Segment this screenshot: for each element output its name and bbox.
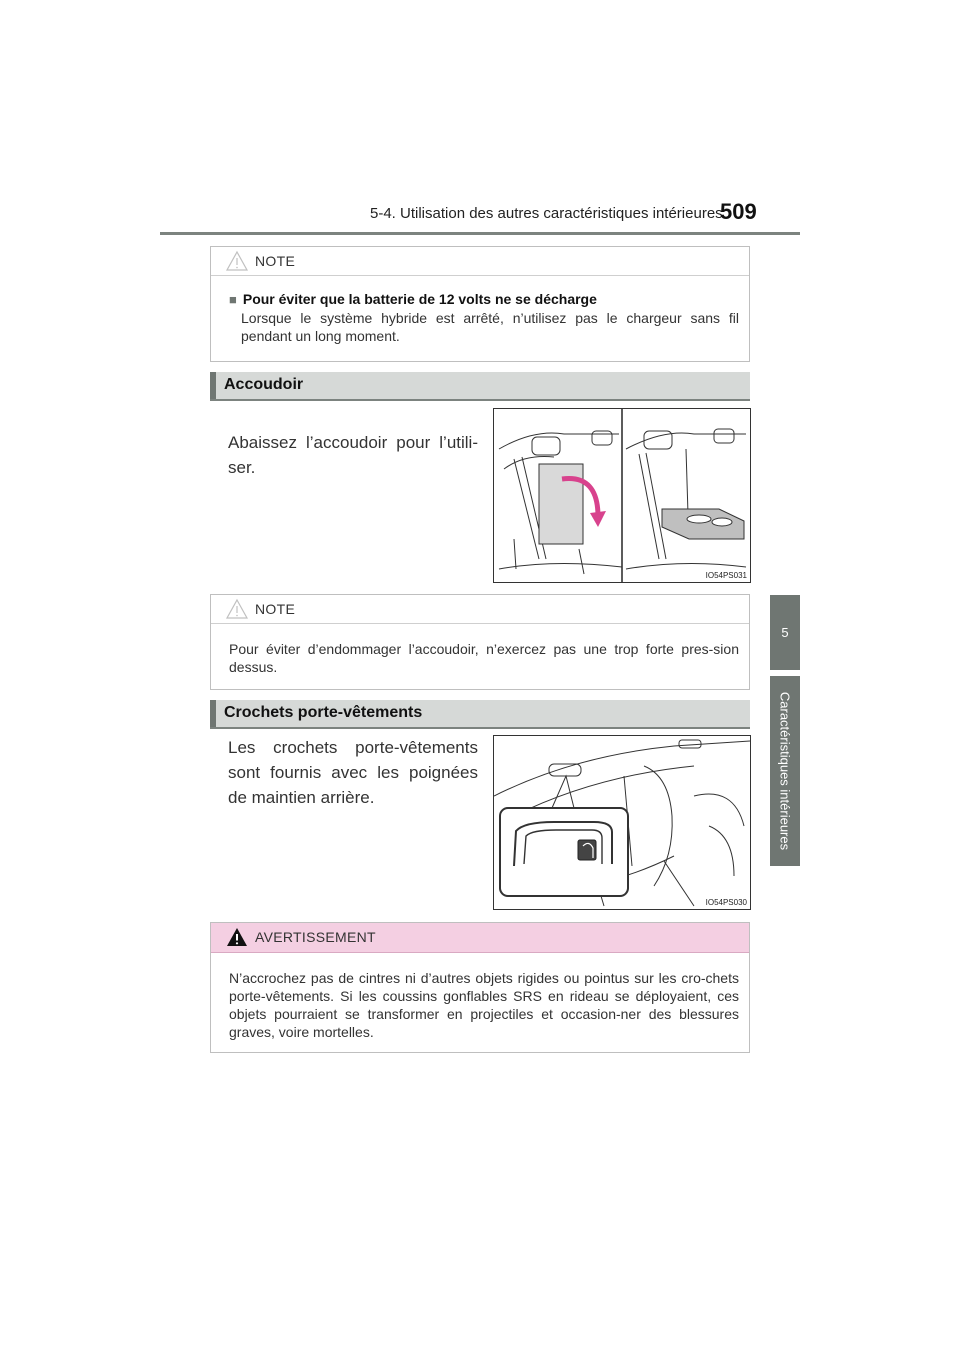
note-text: Pour éviter d’endommager l’accoudoir, n’exercez pas une trop forte pres-sion dessus. bbox=[229, 641, 739, 675]
note-box-body bbox=[211, 624, 749, 690]
note-box-armrest bbox=[210, 594, 750, 690]
coat-hook-illustration bbox=[493, 735, 751, 910]
armrest-drawing bbox=[494, 409, 750, 582]
armrest-illustration bbox=[493, 408, 751, 583]
warning-triangle-icon bbox=[225, 926, 249, 948]
note-label: NOTE bbox=[255, 253, 296, 269]
note-box-battery bbox=[210, 246, 750, 362]
caution-triangle-icon bbox=[225, 250, 249, 272]
warning-box-header bbox=[211, 923, 749, 953]
section-heading-bar bbox=[210, 700, 216, 727]
side-tab-number: 5 bbox=[770, 595, 800, 670]
caution-triangle-icon bbox=[225, 598, 249, 620]
note-box-header bbox=[211, 595, 749, 624]
figure-code: IO54PS030 bbox=[705, 898, 747, 907]
section-heading-bar bbox=[210, 372, 216, 399]
warning-box bbox=[210, 922, 750, 1053]
header-rule bbox=[160, 232, 800, 235]
note-text: Lorsque le système hybride est arrêté, n’utilisez pas le chargeur sans fil pendant un long moment. bbox=[241, 310, 739, 344]
warning-text: N’accrochez pas de cintres ni d’autres objets rigides ou pointus sur les cro-chets porte-vêtements. Si les coussins gonflables SRS en rideau se déployaient, ces objets pourraient se transformer en projectiles et occasion-ner des blessures graves, voire mortelles. bbox=[229, 970, 739, 1040]
note-box-body bbox=[211, 276, 749, 359]
armrest-instructions: Abaissez l’accoudoir pour l’utili-ser. bbox=[228, 433, 478, 477]
warning-box-body bbox=[211, 953, 749, 1055]
square-bullet-icon: ■ bbox=[229, 292, 237, 307]
section-heading-title: Crochets porte-vêtements bbox=[224, 704, 423, 721]
coat-hook-drawing bbox=[494, 736, 750, 909]
side-tab-label-text: Caractéristiques intérieures bbox=[777, 691, 793, 851]
section-heading-coat-hooks bbox=[210, 700, 750, 729]
section-heading-title: Accoudoir bbox=[224, 376, 304, 393]
figure-code: IO54PS031 bbox=[705, 571, 747, 580]
section-heading-armrest bbox=[210, 372, 750, 401]
note-box-header bbox=[211, 247, 749, 276]
note-subheading bbox=[229, 290, 739, 309]
note-subheading-text: Pour éviter que la batterie de 12 volts ne se décharge bbox=[242, 291, 597, 307]
chapter-title: 5-4. Utilisation des autres caractéristiques intérieures bbox=[370, 205, 723, 222]
side-tab-label bbox=[770, 676, 800, 866]
warning-label: AVERTISSEMENT bbox=[255, 929, 376, 945]
page-number: 509 bbox=[720, 199, 757, 224]
coat-hooks-instructions: Les crochets porte-vêtements sont fournis avec les poignées de maintien arrière. bbox=[228, 738, 478, 807]
note-label: NOTE bbox=[255, 601, 296, 617]
